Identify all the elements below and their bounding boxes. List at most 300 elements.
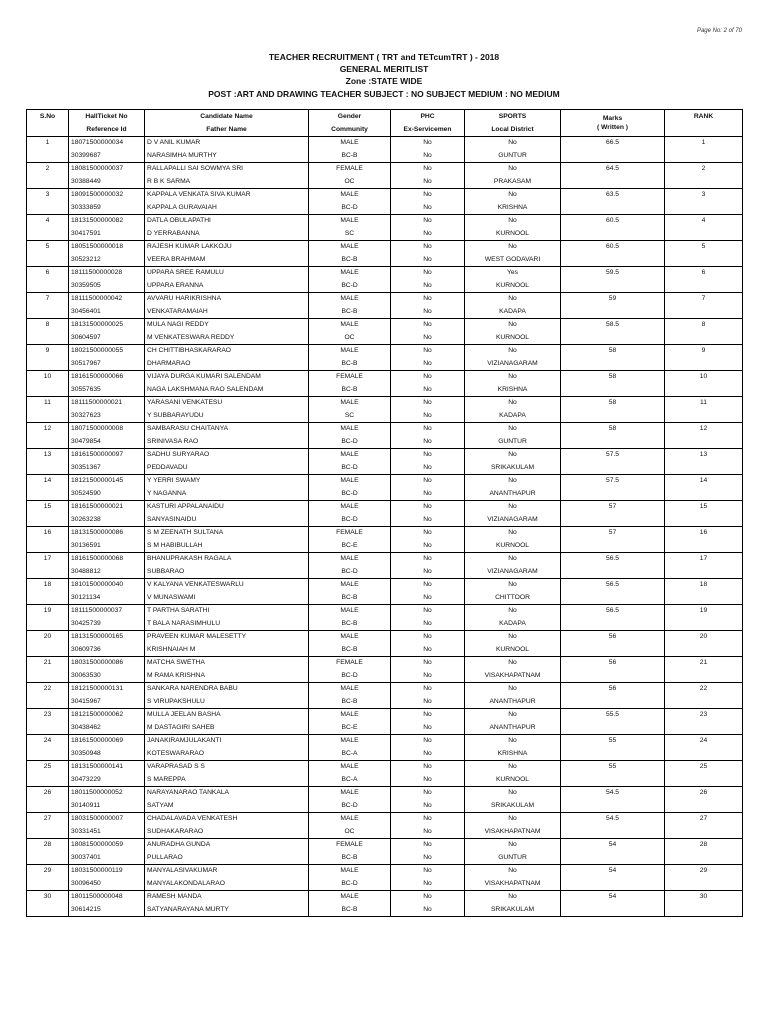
empty-cell bbox=[665, 826, 743, 839]
candidate-name: SAMBARASU CHAITANYA bbox=[145, 423, 309, 436]
local-district: ANANTHAPUR bbox=[465, 696, 561, 709]
local-district: KURNOOL bbox=[465, 332, 561, 345]
rank: 2 bbox=[665, 163, 743, 176]
col-reference-id: Reference Id bbox=[69, 123, 145, 137]
candidate-name: SADHU SURYARAO bbox=[145, 449, 309, 462]
col-ex-servicemen: Ex-Servicemen bbox=[391, 123, 465, 137]
reference-id: 30359505 bbox=[69, 280, 145, 293]
sports: No bbox=[465, 761, 561, 774]
reference-id: 30121134 bbox=[69, 592, 145, 605]
table-row bbox=[27, 163, 743, 176]
ex-servicemen: No bbox=[391, 280, 465, 293]
table-row bbox=[27, 241, 743, 254]
local-district: SRIKAKULAM bbox=[465, 462, 561, 475]
table-row bbox=[27, 215, 743, 228]
empty-cell bbox=[665, 878, 743, 891]
father-name: M VENKATESWARA REDDY bbox=[145, 332, 309, 345]
father-name: KOTESWARARAO bbox=[145, 748, 309, 761]
empty-cell bbox=[27, 852, 69, 865]
gender: MALE bbox=[309, 189, 391, 202]
local-district: GUNTUR bbox=[465, 150, 561, 163]
table-row bbox=[27, 397, 743, 410]
marks-written: 57 bbox=[561, 501, 665, 514]
table-row-detail bbox=[27, 358, 743, 371]
marks-written: 57 bbox=[561, 527, 665, 540]
empty-cell bbox=[561, 852, 665, 865]
sports: Yes bbox=[465, 267, 561, 280]
marks-written: 54 bbox=[561, 891, 665, 904]
candidate-name: T PARTHA SARATHI bbox=[145, 605, 309, 618]
serial-number: 25 bbox=[27, 761, 69, 774]
local-district: CHITTOOR bbox=[465, 592, 561, 605]
phc: No bbox=[391, 891, 465, 904]
community: BC-B bbox=[309, 904, 391, 917]
zone-label: Zone :STATE WIDE bbox=[345, 76, 423, 86]
candidate-name: MATCHA SWETHA bbox=[145, 657, 309, 670]
phc: No bbox=[391, 813, 465, 826]
hallticket-number: 18121500000131 bbox=[69, 683, 145, 696]
marks-written: 56.5 bbox=[561, 605, 665, 618]
rank: 6 bbox=[665, 267, 743, 280]
table-row bbox=[27, 865, 743, 878]
candidate-name: D V ANIL KUMAR bbox=[145, 137, 309, 150]
hallticket-number: 18031500000007 bbox=[69, 813, 145, 826]
empty-cell bbox=[665, 410, 743, 423]
serial-number: 18 bbox=[27, 579, 69, 592]
marks-written: 54.5 bbox=[561, 787, 665, 800]
empty-cell bbox=[561, 384, 665, 397]
reference-id: 30417591 bbox=[69, 228, 145, 241]
phc: No bbox=[391, 735, 465, 748]
table-row-detail bbox=[27, 514, 743, 527]
community: BC-B bbox=[309, 618, 391, 631]
hallticket-number: 18121500000145 bbox=[69, 475, 145, 488]
gender: MALE bbox=[309, 423, 391, 436]
empty-cell bbox=[27, 592, 69, 605]
phc: No bbox=[391, 423, 465, 436]
empty-cell bbox=[561, 462, 665, 475]
candidate-name: UPPARA SREE RAMULU bbox=[145, 267, 309, 280]
marks-written: 54 bbox=[561, 865, 665, 878]
rank: 13 bbox=[665, 449, 743, 462]
sports: No bbox=[465, 865, 561, 878]
community: BC-B bbox=[309, 150, 391, 163]
gender: MALE bbox=[309, 787, 391, 800]
sports: No bbox=[465, 527, 561, 540]
empty-cell bbox=[665, 280, 743, 293]
sports: No bbox=[465, 189, 561, 202]
col-rank: RANK bbox=[665, 110, 743, 124]
local-district: WEST GODAVARI bbox=[465, 254, 561, 267]
gender: MALE bbox=[309, 293, 391, 306]
empty-cell bbox=[665, 618, 743, 631]
empty-cell bbox=[561, 826, 665, 839]
reference-id: 30351367 bbox=[69, 462, 145, 475]
empty-cell bbox=[27, 774, 69, 787]
ex-servicemen: No bbox=[391, 488, 465, 501]
ex-servicemen: No bbox=[391, 722, 465, 735]
col-father-name: Father Name bbox=[145, 123, 309, 137]
hallticket-number: 18111500000037 bbox=[69, 605, 145, 618]
sports: No bbox=[465, 839, 561, 852]
table-row bbox=[27, 657, 743, 670]
reference-id: 30333859 bbox=[69, 202, 145, 215]
hallticket-number: 18081500000037 bbox=[69, 163, 145, 176]
empty-cell bbox=[27, 254, 69, 267]
local-district: SRIKAKULAM bbox=[465, 904, 561, 917]
page-number: Page No: 2 of 70 bbox=[696, 28, 742, 34]
hallticket-number: 18111500000042 bbox=[69, 293, 145, 306]
local-district: KADAPA bbox=[465, 306, 561, 319]
candidate-name: DATLA OBULAPATHI bbox=[145, 215, 309, 228]
community: SC bbox=[309, 410, 391, 423]
col-candidate-name: Candidate Name bbox=[145, 110, 309, 124]
reference-id: 30399687 bbox=[69, 150, 145, 163]
sports: No bbox=[465, 787, 561, 800]
merit-list-table bbox=[26, 109, 743, 917]
rank: 9 bbox=[665, 345, 743, 358]
phc: No bbox=[391, 397, 465, 410]
marks-written: 55 bbox=[561, 735, 665, 748]
empty-cell bbox=[665, 774, 743, 787]
hallticket-number: 18111500000028 bbox=[69, 267, 145, 280]
phc: No bbox=[391, 371, 465, 384]
marks-written: 55.5 bbox=[561, 709, 665, 722]
reference-id: 30456401 bbox=[69, 306, 145, 319]
empty-cell bbox=[561, 878, 665, 891]
phc: No bbox=[391, 501, 465, 514]
serial-number: 28 bbox=[27, 839, 69, 852]
hallticket-number: 18031500000119 bbox=[69, 865, 145, 878]
table-row bbox=[27, 605, 743, 618]
father-name: SANYASINAIDU bbox=[145, 514, 309, 527]
reference-id: 30136591 bbox=[69, 540, 145, 553]
phc: No bbox=[391, 319, 465, 332]
phc: No bbox=[391, 683, 465, 696]
table-row bbox=[27, 813, 743, 826]
reference-id: 30614215 bbox=[69, 904, 145, 917]
col-phc: PHC bbox=[391, 110, 465, 124]
table-row-detail bbox=[27, 176, 743, 189]
community: OC bbox=[309, 826, 391, 839]
marks-written: 63.5 bbox=[561, 189, 665, 202]
candidate-name: JANAKIRAMJULAKANTI bbox=[145, 735, 309, 748]
reference-id: 30263238 bbox=[69, 514, 145, 527]
sports: No bbox=[465, 215, 561, 228]
local-district: PRAKASAM bbox=[465, 176, 561, 189]
father-name: MANYALAKONDALARAO bbox=[145, 878, 309, 891]
gender: FEMALE bbox=[309, 527, 391, 540]
community: BC-B bbox=[309, 644, 391, 657]
candidate-name: KAPPALA VENKATA SIVA KUMAR bbox=[145, 189, 309, 202]
community: BC-D bbox=[309, 488, 391, 501]
serial-number: 27 bbox=[27, 813, 69, 826]
empty-cell bbox=[27, 878, 69, 891]
rank: 27 bbox=[665, 813, 743, 826]
col-marks: Marks ( Written ) bbox=[561, 110, 665, 137]
empty-cell bbox=[561, 618, 665, 631]
rank: 23 bbox=[665, 709, 743, 722]
marks-written: 56.5 bbox=[561, 579, 665, 592]
col-gender: Gender bbox=[309, 110, 391, 124]
ex-servicemen: No bbox=[391, 774, 465, 787]
hallticket-number: 18021500000055 bbox=[69, 345, 145, 358]
sports: No bbox=[465, 605, 561, 618]
phc: No bbox=[391, 527, 465, 540]
empty-cell bbox=[27, 436, 69, 449]
ex-servicemen: No bbox=[391, 358, 465, 371]
marks-written: 56.5 bbox=[561, 553, 665, 566]
gender: MALE bbox=[309, 683, 391, 696]
empty-cell bbox=[665, 254, 743, 267]
marks-written: 66.5 bbox=[561, 137, 665, 150]
serial-number: 19 bbox=[27, 605, 69, 618]
reference-id: 30037401 bbox=[69, 852, 145, 865]
serial-number: 24 bbox=[27, 735, 69, 748]
local-district: KRISHNA bbox=[465, 202, 561, 215]
table-row bbox=[27, 787, 743, 800]
father-name: UPPARA ERANNA bbox=[145, 280, 309, 293]
empty-cell bbox=[561, 904, 665, 917]
col-sports: SPORTS bbox=[465, 110, 561, 124]
father-name: SUDHAKARARAO bbox=[145, 826, 309, 839]
empty-cell bbox=[27, 670, 69, 683]
table-row-detail bbox=[27, 748, 743, 761]
hallticket-number: 18051500000018 bbox=[69, 241, 145, 254]
ex-servicemen: No bbox=[391, 748, 465, 761]
serial-number: 15 bbox=[27, 501, 69, 514]
ex-servicemen: No bbox=[391, 514, 465, 527]
candidate-name: MANYALASIVAKUMAR bbox=[145, 865, 309, 878]
gender: FEMALE bbox=[309, 163, 391, 176]
table-row-detail bbox=[27, 384, 743, 397]
local-district: KRISHNA bbox=[465, 384, 561, 397]
candidate-name: VARAPRASAD S S bbox=[145, 761, 309, 774]
empty-cell bbox=[561, 748, 665, 761]
hallticket-number: 18111500000021 bbox=[69, 397, 145, 410]
table-row bbox=[27, 449, 743, 462]
empty-cell bbox=[665, 358, 743, 371]
empty-cell bbox=[665, 332, 743, 345]
marks-written: 59.5 bbox=[561, 267, 665, 280]
local-district: GUNTUR bbox=[465, 436, 561, 449]
marks-written: 57.5 bbox=[561, 449, 665, 462]
empty-cell bbox=[27, 462, 69, 475]
candidate-name: V KALYANA VENKATESWARLU bbox=[145, 579, 309, 592]
reference-id: 30479854 bbox=[69, 436, 145, 449]
reference-id: 30488812 bbox=[69, 566, 145, 579]
ex-servicemen: No bbox=[391, 462, 465, 475]
serial-number: 22 bbox=[27, 683, 69, 696]
gender: MALE bbox=[309, 241, 391, 254]
marks-written: 58 bbox=[561, 345, 665, 358]
empty-cell bbox=[665, 228, 743, 241]
phc: No bbox=[391, 761, 465, 774]
empty-cell bbox=[27, 566, 69, 579]
table-row bbox=[27, 839, 743, 852]
phc: No bbox=[391, 345, 465, 358]
hallticket-number: 18161500000066 bbox=[69, 371, 145, 384]
candidate-name: NARAYANARAO TANKALA bbox=[145, 787, 309, 800]
sports: No bbox=[465, 657, 561, 670]
phc: No bbox=[391, 579, 465, 592]
gender: FEMALE bbox=[309, 371, 391, 384]
sports: No bbox=[465, 163, 561, 176]
father-name: M DASTAGIRI SAHEB bbox=[145, 722, 309, 735]
sports: No bbox=[465, 501, 561, 514]
table-row bbox=[27, 319, 743, 332]
rank: 7 bbox=[665, 293, 743, 306]
local-district: SRIKAKULAM bbox=[465, 800, 561, 813]
candidate-name: RAJESH KUMAR LAKKOJU bbox=[145, 241, 309, 254]
gender: MALE bbox=[309, 137, 391, 150]
phc: No bbox=[391, 787, 465, 800]
rank: 3 bbox=[665, 189, 743, 202]
local-district: VISAKHAPATNAM bbox=[465, 670, 561, 683]
table-row-detail bbox=[27, 462, 743, 475]
hallticket-number: 18031500000086 bbox=[69, 657, 145, 670]
reference-id: 30327623 bbox=[69, 410, 145, 423]
gender: MALE bbox=[309, 397, 391, 410]
phc: No bbox=[391, 293, 465, 306]
rank: 22 bbox=[665, 683, 743, 696]
empty-cell bbox=[27, 384, 69, 397]
hallticket-number: 18121500000062 bbox=[69, 709, 145, 722]
ex-servicemen: No bbox=[391, 306, 465, 319]
empty-cell bbox=[561, 488, 665, 501]
ex-servicemen: No bbox=[391, 592, 465, 605]
phc: No bbox=[391, 657, 465, 670]
empty-cell bbox=[561, 800, 665, 813]
phc: No bbox=[391, 137, 465, 150]
list-type: GENERAL MERITLIST bbox=[339, 64, 429, 74]
phc: No bbox=[391, 839, 465, 852]
empty-cell bbox=[561, 696, 665, 709]
document-title: TEACHER RECRUITMENT ( TRT and TETcumTRT ) - 2018 bbox=[268, 52, 500, 62]
empty-cell bbox=[665, 670, 743, 683]
father-name: D YERRABANNA bbox=[145, 228, 309, 241]
serial-number: 30 bbox=[27, 891, 69, 904]
hallticket-number: 18131500000141 bbox=[69, 761, 145, 774]
phc: No bbox=[391, 267, 465, 280]
empty-cell bbox=[561, 150, 665, 163]
empty-cell bbox=[665, 462, 743, 475]
rank: 15 bbox=[665, 501, 743, 514]
hallticket-number: 18071500000008 bbox=[69, 423, 145, 436]
table-row-detail bbox=[27, 150, 743, 163]
rank: 24 bbox=[665, 735, 743, 748]
father-name: Y NAGANNA bbox=[145, 488, 309, 501]
community: BC-D bbox=[309, 670, 391, 683]
gender: MALE bbox=[309, 319, 391, 332]
table-row-detail bbox=[27, 670, 743, 683]
sports: No bbox=[465, 241, 561, 254]
table-row bbox=[27, 709, 743, 722]
father-name: KRISHNAIAH M bbox=[145, 644, 309, 657]
empty-cell bbox=[665, 488, 743, 501]
local-district: KURNOOL bbox=[465, 774, 561, 787]
empty-cell bbox=[561, 410, 665, 423]
community: BC-D bbox=[309, 800, 391, 813]
hallticket-number: 18161500000021 bbox=[69, 501, 145, 514]
gender: MALE bbox=[309, 631, 391, 644]
phc: No bbox=[391, 189, 465, 202]
ex-servicemen: No bbox=[391, 670, 465, 683]
ex-servicemen: No bbox=[391, 618, 465, 631]
sports: No bbox=[465, 813, 561, 826]
marks-written: 64.5 bbox=[561, 163, 665, 176]
local-district: VIZIANAGARAM bbox=[465, 566, 561, 579]
empty-cell bbox=[665, 202, 743, 215]
table-row-detail bbox=[27, 306, 743, 319]
empty-cell bbox=[27, 540, 69, 553]
community: BC-B bbox=[309, 696, 391, 709]
empty-cell bbox=[27, 332, 69, 345]
gender: MALE bbox=[309, 449, 391, 462]
marks-written: 54 bbox=[561, 839, 665, 852]
ex-servicemen: No bbox=[391, 332, 465, 345]
ex-servicemen: No bbox=[391, 228, 465, 241]
serial-number: 5 bbox=[27, 241, 69, 254]
community: BC-D bbox=[309, 878, 391, 891]
ex-servicemen: No bbox=[391, 436, 465, 449]
candidate-name: CHADALAVADA VENKATESH bbox=[145, 813, 309, 826]
empty-cell bbox=[561, 540, 665, 553]
ex-servicemen: No bbox=[391, 566, 465, 579]
father-name: T BALA NARASIMHULU bbox=[145, 618, 309, 631]
local-district: VISAKHAPATNAM bbox=[465, 878, 561, 891]
empty-cell bbox=[27, 202, 69, 215]
serial-number: 17 bbox=[27, 553, 69, 566]
sports: No bbox=[465, 735, 561, 748]
table-row bbox=[27, 553, 743, 566]
serial-number: 6 bbox=[27, 267, 69, 280]
empty-cell bbox=[665, 176, 743, 189]
sports: No bbox=[465, 423, 561, 436]
rank: 12 bbox=[665, 423, 743, 436]
empty-cell bbox=[27, 644, 69, 657]
hallticket-number: 18011500000052 bbox=[69, 787, 145, 800]
hallticket-number: 18131500000086 bbox=[69, 527, 145, 540]
phc: No bbox=[391, 215, 465, 228]
ex-servicemen: No bbox=[391, 644, 465, 657]
community: BC-D bbox=[309, 436, 391, 449]
candidate-name: SANKARA NARENDRA BABU bbox=[145, 683, 309, 696]
table-row-detail bbox=[27, 436, 743, 449]
table-row-detail bbox=[27, 410, 743, 423]
community: BC-E bbox=[309, 722, 391, 735]
col-local-district: Local District bbox=[465, 123, 561, 137]
community: BC-B bbox=[309, 852, 391, 865]
rank: 28 bbox=[665, 839, 743, 852]
empty-cell bbox=[27, 410, 69, 423]
table-row-detail bbox=[27, 592, 743, 605]
table-row bbox=[27, 137, 743, 150]
father-name: SUBBARAO bbox=[145, 566, 309, 579]
table-row bbox=[27, 423, 743, 436]
table-row-detail bbox=[27, 722, 743, 735]
hallticket-number: 18161500000068 bbox=[69, 553, 145, 566]
reference-id: 30523212 bbox=[69, 254, 145, 267]
sports: No bbox=[465, 553, 561, 566]
ex-servicemen: No bbox=[391, 800, 465, 813]
table-row bbox=[27, 189, 743, 202]
candidate-name: RALLAPALLI SAI SOWMYA SRI bbox=[145, 163, 309, 176]
table-row bbox=[27, 345, 743, 358]
rank: 1 bbox=[665, 137, 743, 150]
table-row-detail bbox=[27, 618, 743, 631]
table-row-detail bbox=[27, 202, 743, 215]
